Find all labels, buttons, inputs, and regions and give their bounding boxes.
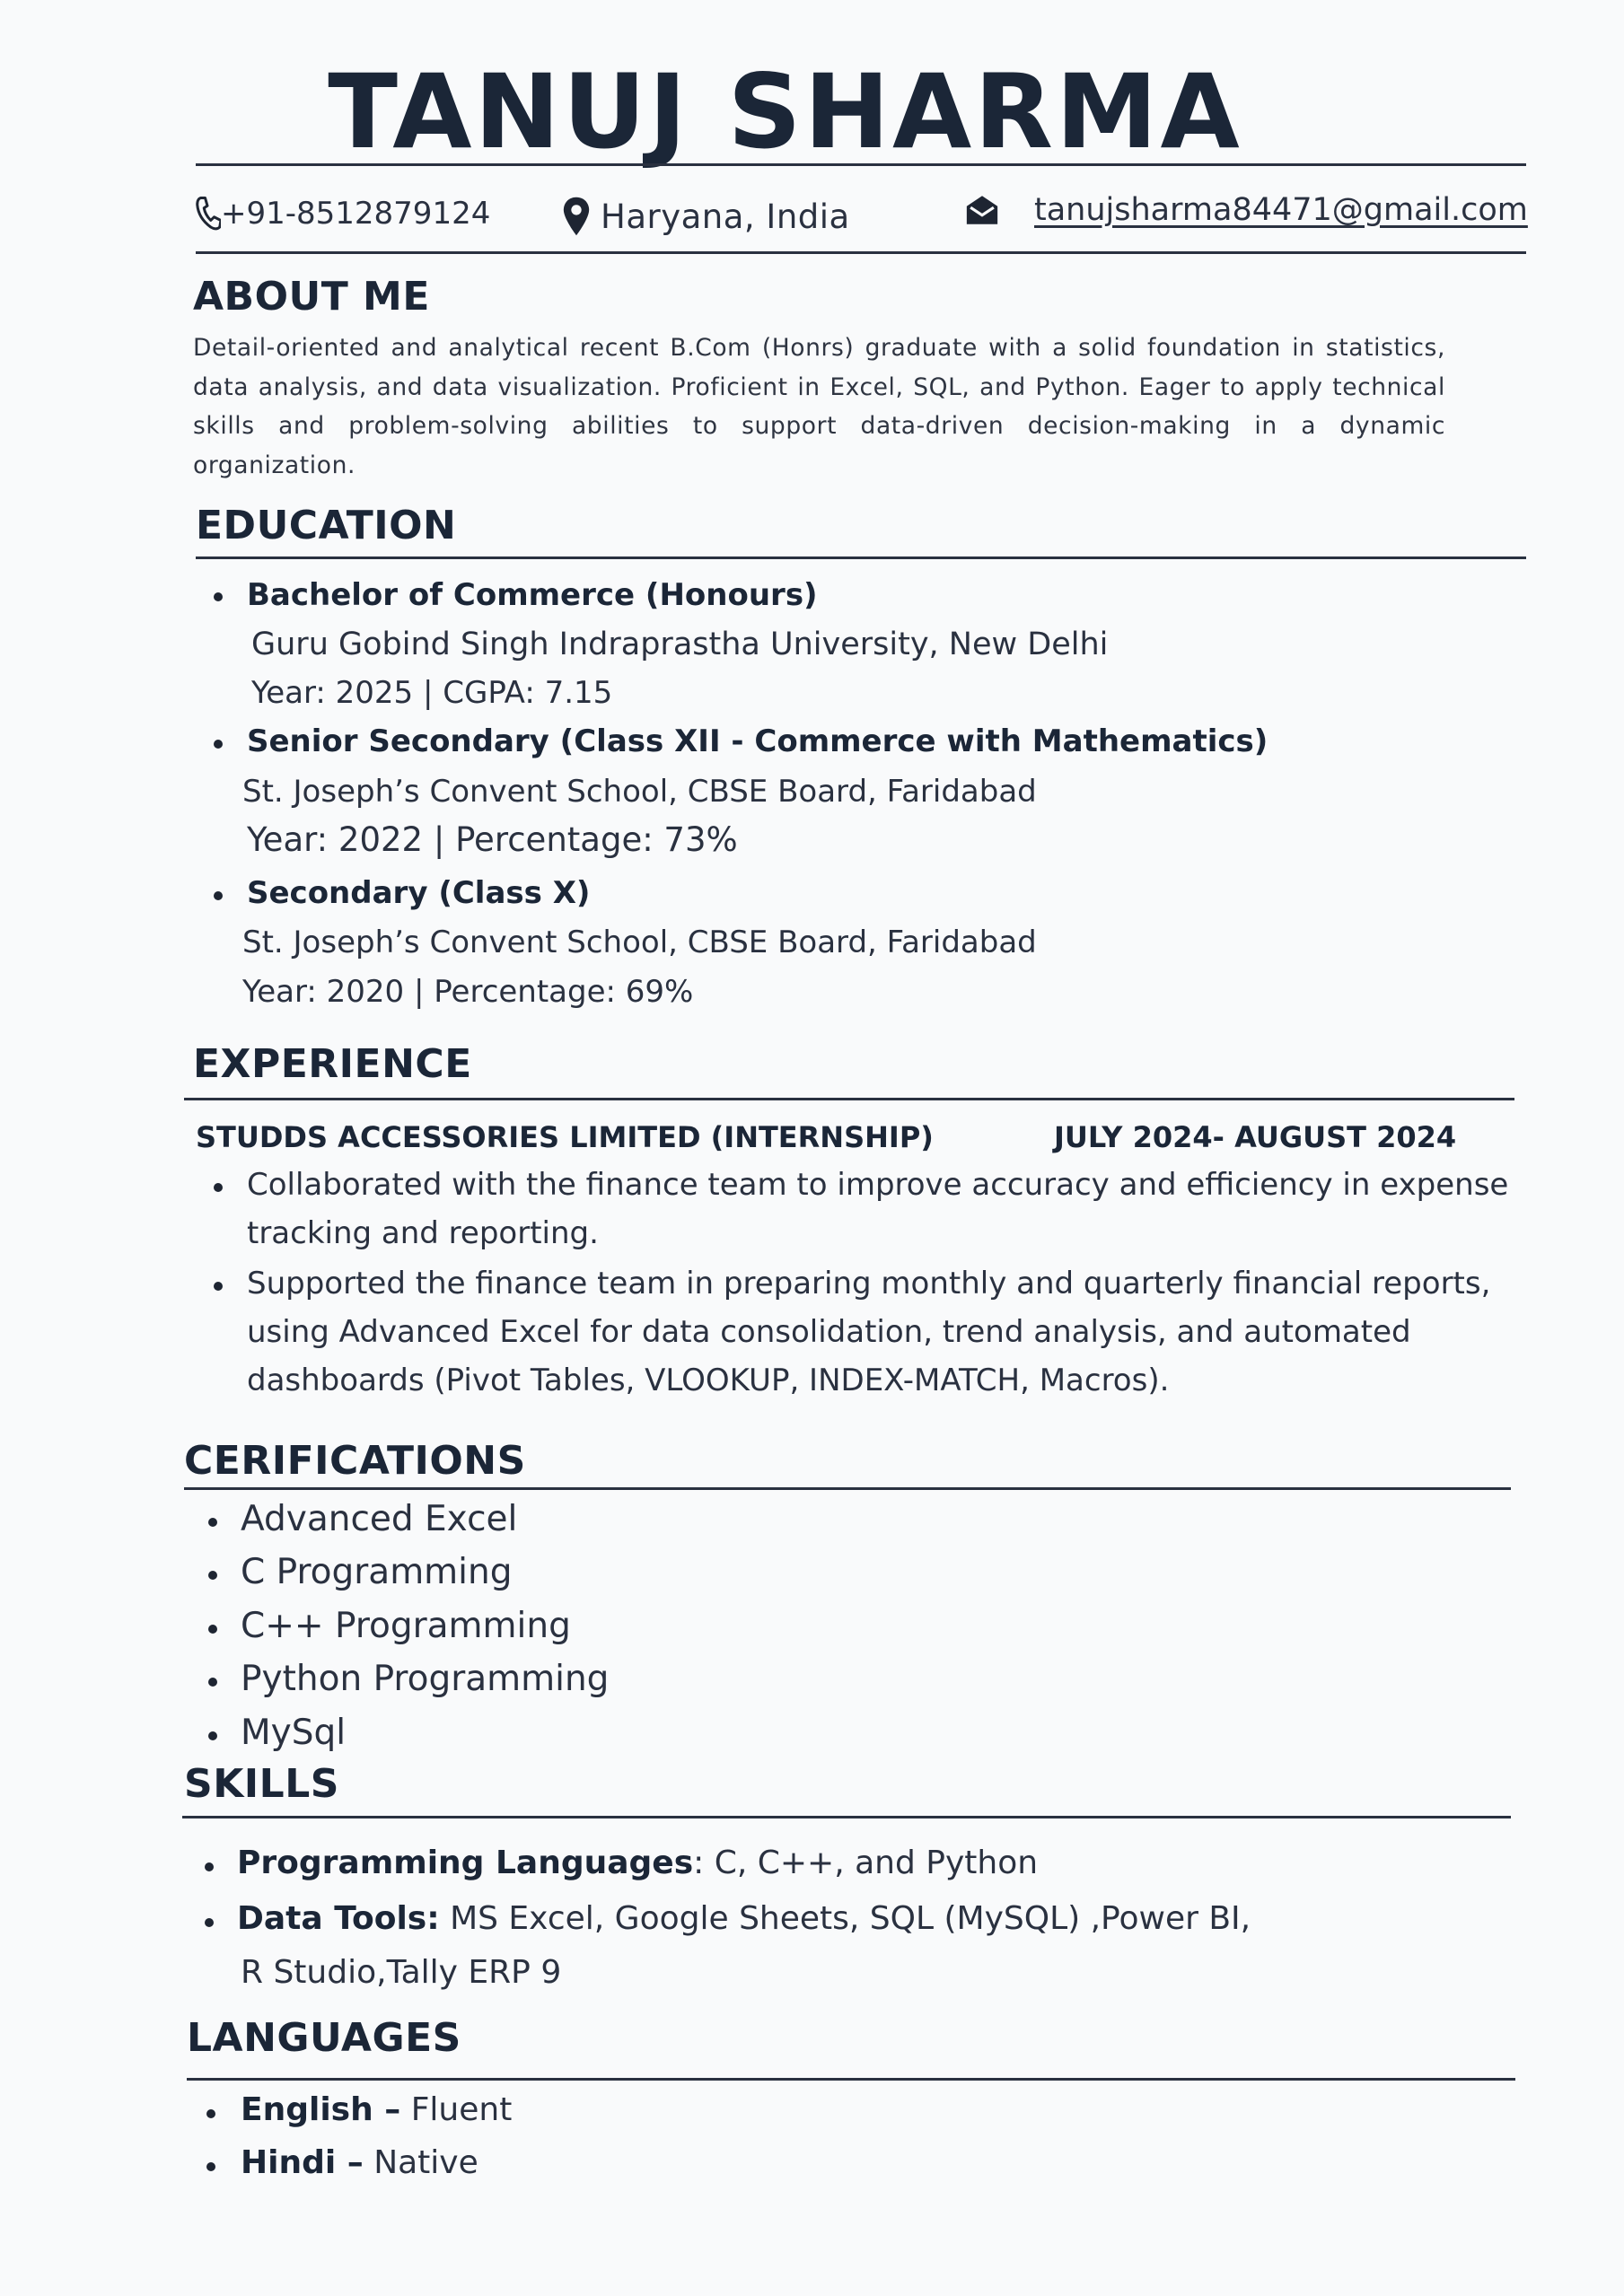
education-heading: EDUCATION [196, 503, 457, 548]
contact-email [964, 192, 1528, 228]
bullet-icon [214, 592, 223, 601]
phone-number: +91-8512879124 [221, 196, 491, 232]
bullet-icon [214, 891, 223, 900]
education-degree: Senior Secondary (Class XII - Commerce with Mathematics) [247, 723, 1268, 759]
skill-value-continued: R Studio,Tally ERP 9 [241, 1954, 562, 1991]
experience-dates: JULY 2024- AUGUST 2024 [1054, 1120, 1457, 1154]
experience-divider [184, 1098, 1514, 1100]
skills-divider [182, 1816, 1511, 1818]
about-heading: ABOUT ME [193, 274, 430, 320]
education-divider [196, 556, 1526, 559]
languages-heading: LANGUAGES [187, 2015, 461, 2061]
bullet-icon [208, 1678, 217, 1687]
header-top-divider [196, 163, 1526, 166]
certification-label: MySql [241, 1713, 347, 1753]
bullet-icon [206, 2162, 215, 2171]
candidate-name: TANUJ SHARMA [328, 52, 1242, 171]
bullet-icon [208, 1571, 217, 1580]
certification-label: C Programming [241, 1552, 513, 1592]
location-text: Haryana, India [601, 197, 850, 236]
certifications-heading: CERIFICATIONS [184, 1438, 526, 1484]
language-level: Fluent [400, 2091, 513, 2128]
certification-label: C++ Programming [241, 1606, 571, 1646]
skill-line [237, 1900, 1251, 1937]
bullet-icon [214, 1282, 223, 1291]
bullet-icon [208, 1731, 217, 1740]
language-line [241, 2091, 512, 2128]
bullet-icon [214, 1183, 223, 1192]
skills-heading: SKILLS [184, 1761, 339, 1807]
language-label: English – [241, 2091, 401, 2128]
certifications-divider [184, 1487, 1511, 1490]
education-institution: St. Joseph’s Convent School, CBSE Board, Faridabad [242, 774, 1037, 810]
language-label: Hindi – [241, 2144, 364, 2181]
experience-bullet-line: tracking and reporting. [247, 1215, 599, 1251]
location-pin-icon [561, 196, 592, 237]
experience-bullet-line: using Advanced Excel for data consolidation, trend analysis, and automated [247, 1314, 1411, 1350]
experience-bullet-line: Supported the finance team in preparing monthly and quarterly financial reports, [247, 1266, 1491, 1301]
education-details: Year: 2025 | CGPA: 7.15 [251, 675, 613, 711]
header-bottom-divider [196, 251, 1526, 254]
languages-divider [187, 2078, 1515, 2081]
bullet-icon [205, 1918, 214, 1927]
about-paragraph: Detail-oriented and analytical recent B.Com (Honrs) graduate with a solid foundation in statistics, data analysis, and data visualization. Proficient in Excel, SQL, and Python. Eager to apply technical skills and problem-solving abilities to support data-driven decision-making in a dynamic organization. [193, 334, 1445, 479]
language-line [241, 2144, 478, 2181]
bullet-icon [206, 2109, 215, 2118]
experience-heading: EXPERIENCE [193, 1041, 472, 1087]
experience-company: STUDDS ACCESSORIES LIMITED (INTERNSHIP) [196, 1120, 934, 1154]
contact-phone [194, 196, 490, 232]
bullet-icon [205, 1862, 214, 1871]
education-degree: Secondary (Class X) [247, 875, 591, 911]
certification-label: Python Programming [241, 1659, 610, 1699]
education-institution: Guru Gobind Singh Indraprastha University, New Delhi [251, 627, 1109, 662]
language-level: Native [363, 2144, 478, 2181]
experience-bullet-line: Collaborated with the finance team to improve accuracy and efficiency in expense [247, 1167, 1509, 1203]
skill-label: Data Tools: [237, 1900, 440, 1937]
contact-location [561, 196, 850, 237]
certification-label: Advanced Excel [241, 1499, 518, 1539]
bullet-icon [208, 1625, 217, 1634]
experience-bullet-line: dashboards (Pivot Tables, VLOOKUP, INDEX-MATCH, Macros). [247, 1363, 1170, 1398]
email-link[interactable]: tanujsharma84471@gmail.com [1034, 192, 1528, 228]
education-details: Year: 2020 | Percentage: 69% [242, 974, 694, 1010]
skill-value: MS Excel, Google Sheets, SQL (MySQL) ,Power BI, [439, 1900, 1251, 1937]
skill-value: : C, C++, and Python [693, 1845, 1039, 1881]
bullet-icon [208, 1518, 217, 1527]
phone-icon [194, 196, 221, 232]
education-degree: Bachelor of Commerce (Honours) [247, 577, 818, 613]
education-institution: St. Joseph’s Convent School, CBSE Board, Faridabad [242, 925, 1037, 960]
envelope-icon [964, 194, 1000, 226]
skill-line [237, 1845, 1038, 1881]
education-details: Year: 2022 | Percentage: 73% [247, 820, 738, 859]
bullet-icon [214, 740, 223, 749]
skill-label: Programming Languages [237, 1845, 694, 1881]
